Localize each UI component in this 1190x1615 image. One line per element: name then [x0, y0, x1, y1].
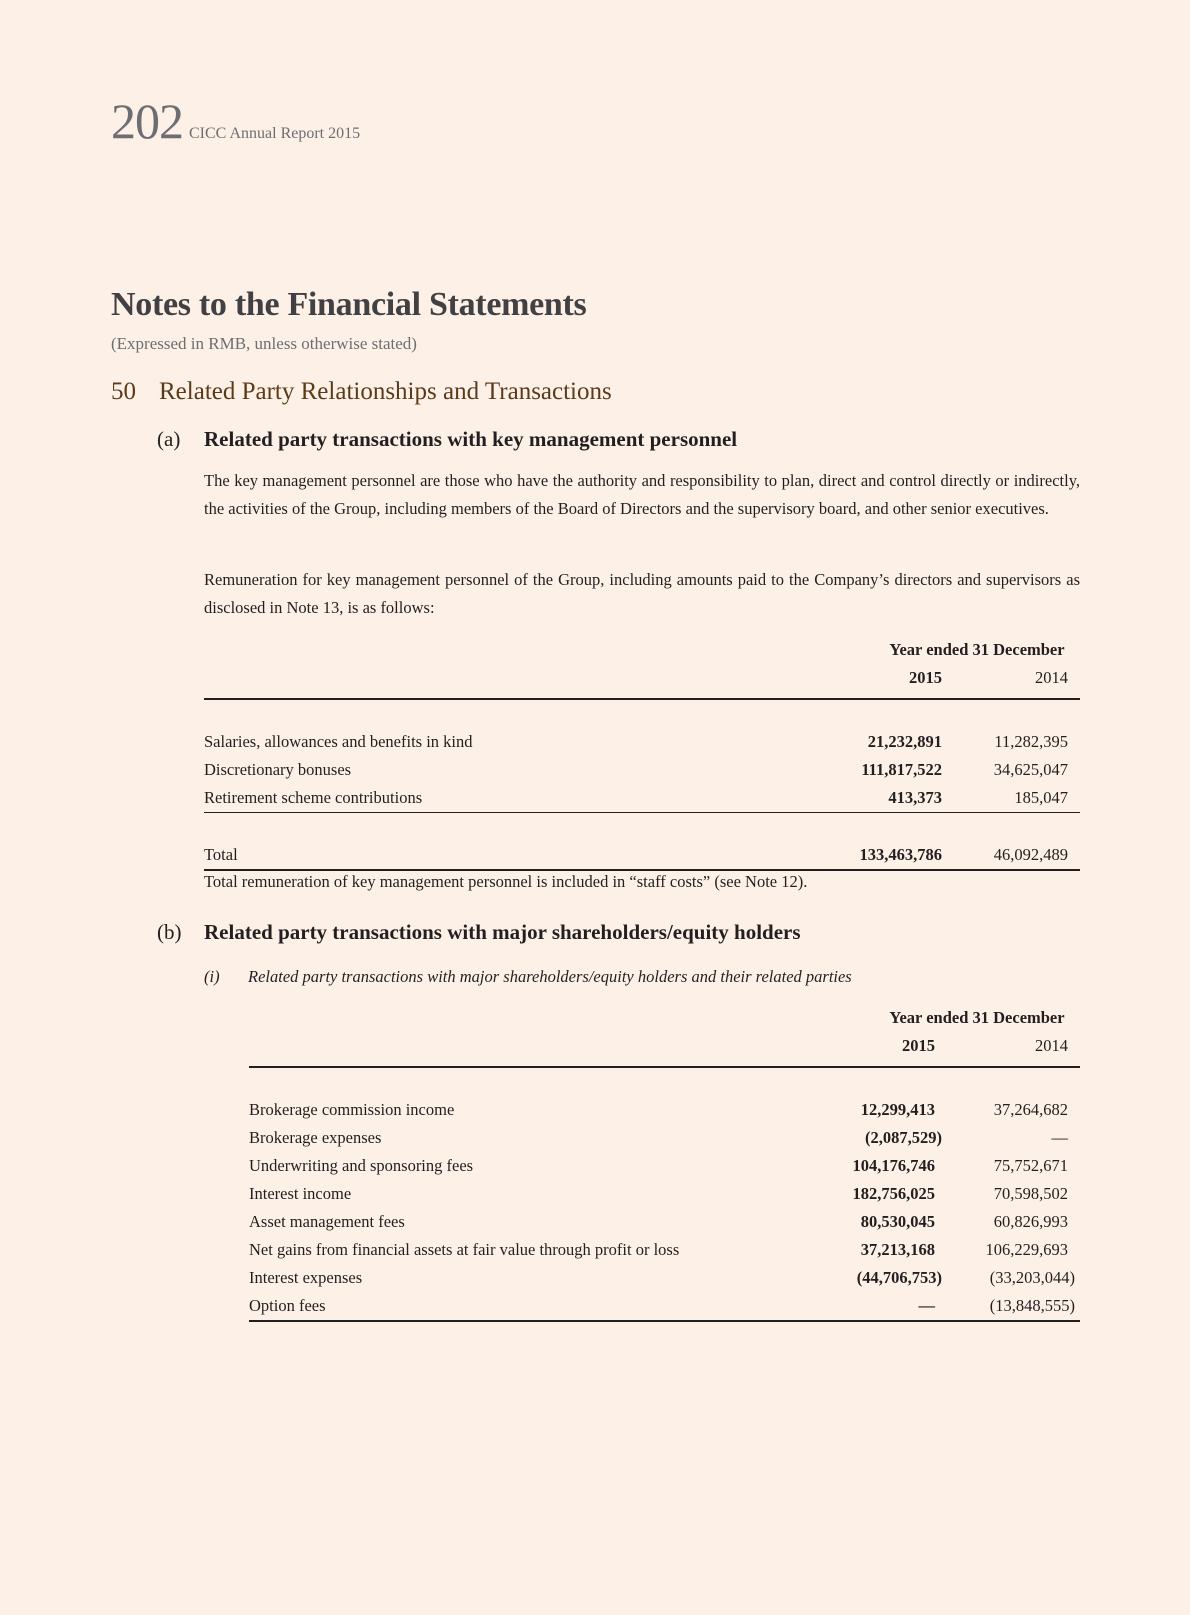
part-b-i-heading: [204, 967, 852, 987]
part-b-heading: [157, 920, 801, 945]
page-subtitle: (Expressed in RMB, unless otherwise stated): [111, 334, 417, 353]
value-2015: 80,530,045: [860, 1212, 935, 1231]
row-label: Underwriting and sponsoring fees: [249, 1156, 474, 1175]
value-2015: 111,817,522: [861, 760, 942, 779]
value-2015: 21,232,891: [867, 732, 942, 751]
table-row: [204, 728, 1080, 756]
value-2014: 70,598,502: [993, 1184, 1068, 1203]
value-2015: 37,213,168: [860, 1240, 935, 1259]
value-2015: 104,176,746: [852, 1156, 935, 1175]
table-row: [204, 784, 1080, 813]
row-label: Brokerage expenses: [249, 1128, 382, 1147]
value-2014: (13,848,555): [989, 1296, 1075, 1315]
part-a-letter: (a): [157, 427, 181, 451]
row-label: Net gains from financial assets at fair value through profit or loss: [249, 1240, 680, 1259]
total-2014: 46,092,489: [993, 845, 1068, 864]
table-row: [249, 1264, 1080, 1292]
table-row: [249, 1208, 1080, 1236]
value-2015: 182,756,025: [852, 1184, 935, 1203]
table-year-row: [249, 1032, 1080, 1067]
row-label: Interest income: [249, 1184, 352, 1203]
value-2015: 12,299,413: [860, 1100, 935, 1119]
shareholder-transactions-table: [249, 1004, 1080, 1322]
row-label: Retirement scheme contributions: [204, 788, 423, 807]
period-header: Year ended 31 December: [889, 1008, 1065, 1027]
value-2014: 37,264,682: [993, 1100, 1068, 1119]
value-2014: 11,282,395: [994, 732, 1068, 751]
row-label: Asset management fees: [249, 1212, 405, 1231]
value-2014: —: [1051, 1128, 1068, 1147]
table-period-header-row: [249, 1004, 1080, 1032]
year-2014-header: 2014: [1035, 668, 1068, 687]
table-row: [249, 1152, 1080, 1180]
value-2015: (44,706,753): [856, 1268, 942, 1287]
year-2015-header: 2015: [909, 668, 942, 687]
part-b-title: Related party transactions with major shareholders/equity holders: [204, 920, 801, 944]
value-2015: 413,373: [888, 788, 942, 807]
row-label: Discretionary bonuses: [204, 760, 352, 779]
part-a-paragraph-1: The key management personnel are those who have the authority and responsibility to plan, direct and control directly or indirectly, the activities of the Group, including members of the Board of Directors and the supervisory board, and other senior executives.: [204, 471, 1080, 518]
value-2015: —: [918, 1296, 935, 1315]
value-2014: 106,229,693: [985, 1240, 1068, 1259]
row-label: Brokerage commission income: [249, 1100, 455, 1119]
table-row: [249, 1180, 1080, 1208]
year-2015-header: 2015: [902, 1036, 935, 1055]
row-label: Interest expenses: [249, 1268, 363, 1287]
value-2015: (2,087,529): [865, 1128, 942, 1147]
part-b-letter: (b): [157, 920, 182, 944]
part-a-title: Related party transactions with key management personnel: [204, 427, 738, 451]
table-row: [249, 1124, 1080, 1152]
section-heading: [111, 378, 612, 406]
report-title: CICC Annual Report 2015: [189, 125, 361, 142]
value-2014: 34,625,047: [993, 760, 1068, 779]
page-number: 202: [111, 93, 183, 149]
part-a-footnote: Total remuneration of key management personnel is included in “staff costs” (see Note 12).: [204, 872, 808, 891]
row-label: Salaries, allowances and benefits in kind: [204, 732, 473, 751]
period-header: Year ended 31 December: [889, 640, 1065, 659]
row-label: Option fees: [249, 1296, 326, 1315]
total-label: Total: [204, 845, 238, 864]
table-period-header-row: [204, 636, 1080, 664]
section-number: 50: [111, 378, 136, 405]
part-a-heading: [157, 427, 737, 452]
table-row: [249, 1292, 1080, 1321]
table-row: [249, 1096, 1080, 1124]
table-year-row: [204, 664, 1080, 699]
value-2014: 75,752,671: [993, 1156, 1068, 1175]
year-2014-header: 2014: [1035, 1036, 1068, 1055]
value-2014: (33,203,044): [989, 1268, 1075, 1287]
value-2014: 185,047: [1014, 788, 1068, 807]
section-title: Related Party Relationships and Transactions: [159, 378, 612, 405]
page-title: Notes to the Financial Statements: [111, 286, 587, 323]
table-total-row: [204, 841, 1080, 870]
remuneration-table: [204, 636, 1080, 871]
part-a-paragraph-2: Remuneration for key management personnel of the Group, including amounts paid to the Company’s directors and supervisors as disclosed in Note 13, is as follows:: [204, 570, 1080, 617]
table-row: [204, 756, 1080, 784]
total-2015: 133,463,786: [859, 845, 942, 864]
part-b-i-numeral: (i): [204, 967, 220, 986]
page-header: [111, 93, 361, 149]
value-2014: 60,826,993: [993, 1212, 1068, 1231]
table-row: [249, 1236, 1080, 1264]
part-b-i-title: Related party transactions with major shareholders/equity holders and their related parties: [248, 967, 852, 986]
